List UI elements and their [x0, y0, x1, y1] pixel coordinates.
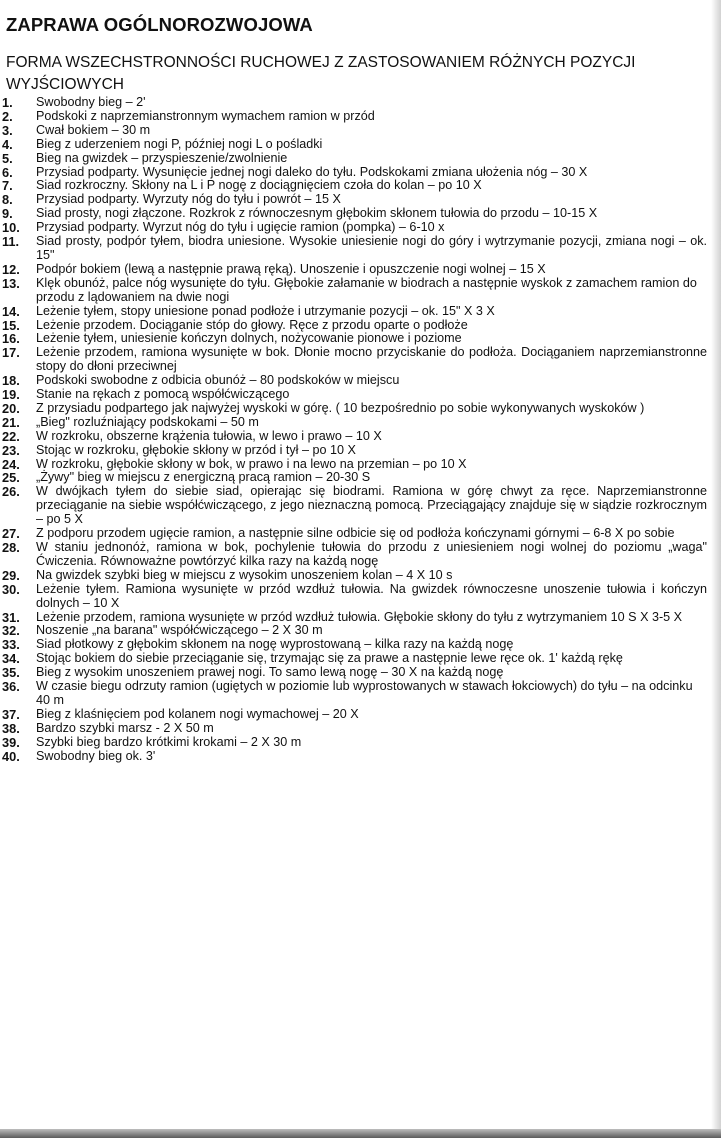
exercise-text: Na gwizdek szybki bieg w miejscu z wysokim unoszeniem kolan – 4 X 10 s [36, 567, 453, 582]
exercise-item [0, 444, 715, 458]
exercise-item [0, 124, 715, 138]
exercise-number: 35. [2, 665, 20, 681]
exercise-text: Bardzo szybki marsz - 2 X 50 m [36, 720, 214, 735]
exercise-text: Cwał bokiem – 30 m [36, 122, 151, 137]
exercise-item [0, 263, 715, 277]
exercise-text: Stanie na rękach z pomocą współćwiczącego [36, 387, 290, 402]
exercise-number: 30. [2, 581, 20, 597]
exercise-text: W rozkroku, obszerne krążenia tułowia, w lewo i prawo – 10 X [36, 428, 382, 443]
exercise-text: W dwójkach tyłem do siebie siad, opierając się biodrami. Ramiona w górę chwyt za ręce. Naprzemianstronne przeciąganie na siebie współćwiczącego, z jego nieznaczną pomocą. Przeciągający znajduje się w siądzie rozkrocznym – po 5 X [36, 484, 707, 527]
exercise-number: 27. [2, 526, 20, 542]
exercise-text: „Bieg" rozluźniający podskokami – 50 m [36, 414, 259, 429]
exercise-number: 10. [2, 220, 20, 236]
exercise-number: 20. [2, 400, 20, 416]
exercise-text: Leżenie tyłem, stopy uniesione ponad podłoże i utrzymanie pozycji – ok. 15" X 3 X [36, 303, 495, 318]
exercise-item [0, 319, 715, 333]
exercise-text: W rozkroku, głębokie skłony w bok, w prawo i na lewo na przemian – po 10 X [36, 456, 467, 471]
exercise-number: 12. [2, 261, 20, 277]
exercise-item [0, 624, 715, 638]
exercise-text: Siad rozkroczny. Skłony na L i P nogę z dociągnięciem czoła do kolan – po 10 X [36, 178, 482, 193]
exercise-number: 5. [2, 150, 13, 166]
exercise-number: 2. [2, 108, 13, 124]
exercise-item [0, 166, 715, 180]
exercise-item [0, 722, 715, 736]
exercise-text: Podskoki swobodne z odbicia obunóż – 80 podskoków w miejscu [36, 373, 400, 388]
exercise-item [0, 471, 715, 485]
exercise-text: Siad prosty, podpór tyłem, biodra uniesione. Wysokie uniesienie nogi do góry i wytrzymanie pozycji, zmiana nogi – ok. 15" [36, 234, 707, 262]
exercise-number: 26. [2, 484, 20, 500]
exercise-number: 33. [2, 637, 20, 653]
exercise-text: W czasie biegu odrzuty ramion (ugiętych w poziomie lub wyprostowanych w stawach łokciowych) do tyłu – na odcinku 40 m [36, 679, 693, 707]
exercise-item [0, 569, 715, 583]
exercise-text: Leżenie przodem, ramiona wysunięte w bok. Dłonie mocno przyciskanie do podłoża. Dociąganiem naprzemianstronne stopy do dłoni przeciwnej [36, 345, 707, 374]
exercise-number: 8. [2, 192, 13, 208]
exercise-text: Noszenie „na barana" współćwiczącego – 2 X 30 m [36, 623, 323, 638]
exercise-number: 13. [2, 275, 20, 291]
exercise-text: „Żywy" bieg w miejscu z energiczną pracą ramion – 20-30 S [36, 470, 371, 485]
document-title: ZAPRAWA OGÓLNOROZWOJOWA [6, 14, 313, 35]
exercise-text: Podskoki z naprzemianstronnym wymachem ramion w przód [36, 108, 375, 123]
exercise-text: Swobodny bieg ok. 3' [36, 748, 156, 763]
exercise-text: Leżenie tyłem. Ramiona wysunięte w przód wzdłuż tułowia. Na gwizdek równoczesne unoszenie tułowia i kończyn dolnych – 10 X [36, 581, 707, 610]
exercise-number: 18. [2, 373, 20, 389]
exercise-item [0, 193, 715, 207]
exercise-item [0, 638, 715, 652]
exercise-item [0, 374, 715, 388]
exercise-number: 9. [2, 206, 13, 222]
exercise-item [0, 750, 715, 764]
exercise-item [0, 179, 715, 193]
exercise-number: 31. [2, 609, 20, 625]
exercise-number: 19. [2, 387, 20, 403]
exercise-text: Klęk obunóż, palce nóg wysunięte do tyłu. Głębokie załamanie w biodrach a następnie wyskok z zamachem ramion do przodu z lądowaniem na dwie nogi [36, 275, 697, 304]
exercise-item [0, 96, 715, 110]
exercise-text: Leżenie przodem. Dociąganie stóp do głowy. Ręce z przodu oparte o podłoże [36, 317, 468, 332]
exercise-number: 40. [2, 748, 20, 764]
exercise-number: 29. [2, 567, 20, 583]
exercise-number: 21. [2, 414, 20, 430]
exercise-number: 22. [2, 428, 20, 444]
exercise-number: 3. [2, 122, 13, 138]
exercise-text: Bieg na gwizdek – przyspieszenie/zwolnienie [36, 150, 288, 165]
exercise-number: 17. [2, 345, 20, 361]
exercise-item [0, 430, 715, 444]
exercise-item [0, 221, 715, 235]
exercise-item [0, 235, 715, 263]
exercise-number: 36. [2, 679, 20, 695]
exercise-item [0, 332, 715, 346]
exercise-text: Siad płotkowy z głębokim skłonem na nogę wyprostowaną – kilka razy na każdą nogę [36, 637, 514, 652]
exercise-list [0, 96, 715, 764]
exercise-item [0, 402, 715, 416]
exercise-number: 24. [2, 456, 20, 472]
exercise-item [0, 527, 715, 541]
exercise-number: 6. [2, 164, 13, 180]
exercise-number: 1. [2, 95, 13, 110]
exercise-number: 37. [2, 706, 20, 722]
exercise-number: 34. [2, 651, 20, 667]
exercise-number: 38. [2, 720, 20, 736]
exercise-number: 7. [2, 178, 13, 194]
exercise-text: Stojąc bokiem do siebie przeciąganie się, trzymając się za prawe a następnie lewe ręce ok. 1' każdą rękę [36, 651, 623, 666]
exercise-item [0, 388, 715, 402]
exercise-item [0, 708, 715, 722]
exercise-number: 39. [2, 734, 20, 750]
exercise-text: Podpór bokiem (lewą a następnie prawą ręką). Unoszenie i opuszczenie nogi wolnej – 15 X [36, 261, 546, 276]
exercise-number: 4. [2, 136, 13, 152]
exercise-text: Szybki bieg bardzo krótkimi krokami – 2 X 30 m [36, 734, 302, 749]
exercise-item [0, 583, 715, 611]
exercise-item [0, 207, 715, 221]
scan-bottom-edge [0, 1129, 721, 1138]
exercise-item [0, 346, 715, 374]
exercise-number: 15. [2, 317, 20, 333]
exercise-number: 32. [2, 623, 20, 639]
exercise-text: Z podporu przodem ugięcie ramion, a następnie silne odbicie się od podłoża kończynami górnymi – 6-8 X po sobie [36, 526, 675, 541]
exercise-item [0, 138, 715, 152]
exercise-text: Bieg z wysokim unoszeniem prawej nogi. To samo lewą nogę – 30 X na każdą nogę [36, 665, 504, 680]
exercise-text: Leżenie przodem, ramiona wysunięte w przód wzdłuż tułowia. Głębokie skłony do tyłu z wytrzymaniem 10 S X 3-5 X [36, 609, 683, 624]
exercise-number: 16. [2, 331, 20, 347]
exercise-text: Przysiad podparty. Wyrzuty nóg do tyłu i powrót – 15 X [36, 192, 341, 207]
exercise-text: Leżenie tyłem, uniesienie kończyn dolnych, nożycowanie pionowe i poziome [36, 331, 462, 346]
exercise-text: Bieg z uderzeniem nogi P, później nogi L o pośladki [36, 136, 323, 151]
exercise-item [0, 541, 715, 569]
exercise-text: Stojąc w rozkroku, głębokie skłony w przód i tył – po 10 X [36, 442, 356, 457]
exercise-text: Bieg z klaśnięciem pod kolanem nogi wymachowej – 20 X [36, 706, 359, 721]
exercise-item [0, 305, 715, 319]
exercise-number: 23. [2, 442, 20, 458]
exercise-item [0, 416, 715, 430]
exercise-item [0, 458, 715, 472]
exercise-text: Z przysiadu podpartego jak najwyżej wyskoki w górę. ( 10 bezpośrednio po sobie wykonywanych wyskoków ) [36, 400, 645, 415]
exercise-item [0, 680, 715, 708]
exercise-number: 28. [2, 540, 20, 555]
exercise-item [0, 736, 715, 750]
document-subtitle: FORMA WSZECHSTRONNOŚCI RUCHOWEJ Z ZASTOSOWANIEM RÓŻNYCH POZYCJI WYJŚCIOWYCH [6, 54, 636, 93]
exercise-text: W staniu jednonóż, ramiona w bok, pochylenie tułowia do przodu z uniesieniem nogi wolnej do poziomu „waga" Ćwiczenia. Równoważne powtórzyć kilka razy na każdą nogę [36, 540, 707, 568]
exercise-number: 14. [2, 303, 20, 319]
exercise-text: Przysiad podparty. Wysunięcie jednej nogi daleko do tyłu. Podskokami zmiana ułożenia nóg – 30 X [36, 164, 588, 179]
exercise-number: 11. [2, 234, 20, 250]
exercise-item [0, 666, 715, 680]
exercise-item [0, 277, 715, 305]
scan-edge-shadow [711, 0, 721, 1138]
exercise-text: Siad prosty, nogi złączone. Rozkrok z równoczesnym głębokim skłonem tułowia do przodu – 10-15 X [36, 206, 598, 221]
exercise-item [0, 110, 715, 124]
exercise-item [0, 652, 715, 666]
exercise-item [0, 611, 715, 625]
exercise-item [0, 485, 715, 527]
exercise-item [0, 152, 715, 166]
exercise-text: Swobodny bieg – 2' [36, 95, 146, 109]
exercise-text: Przysiad podparty. Wyrzut nóg do tyłu i ugięcie ramion (pompka) – 6-10 x [36, 220, 445, 235]
exercise-number: 25. [2, 470, 20, 486]
